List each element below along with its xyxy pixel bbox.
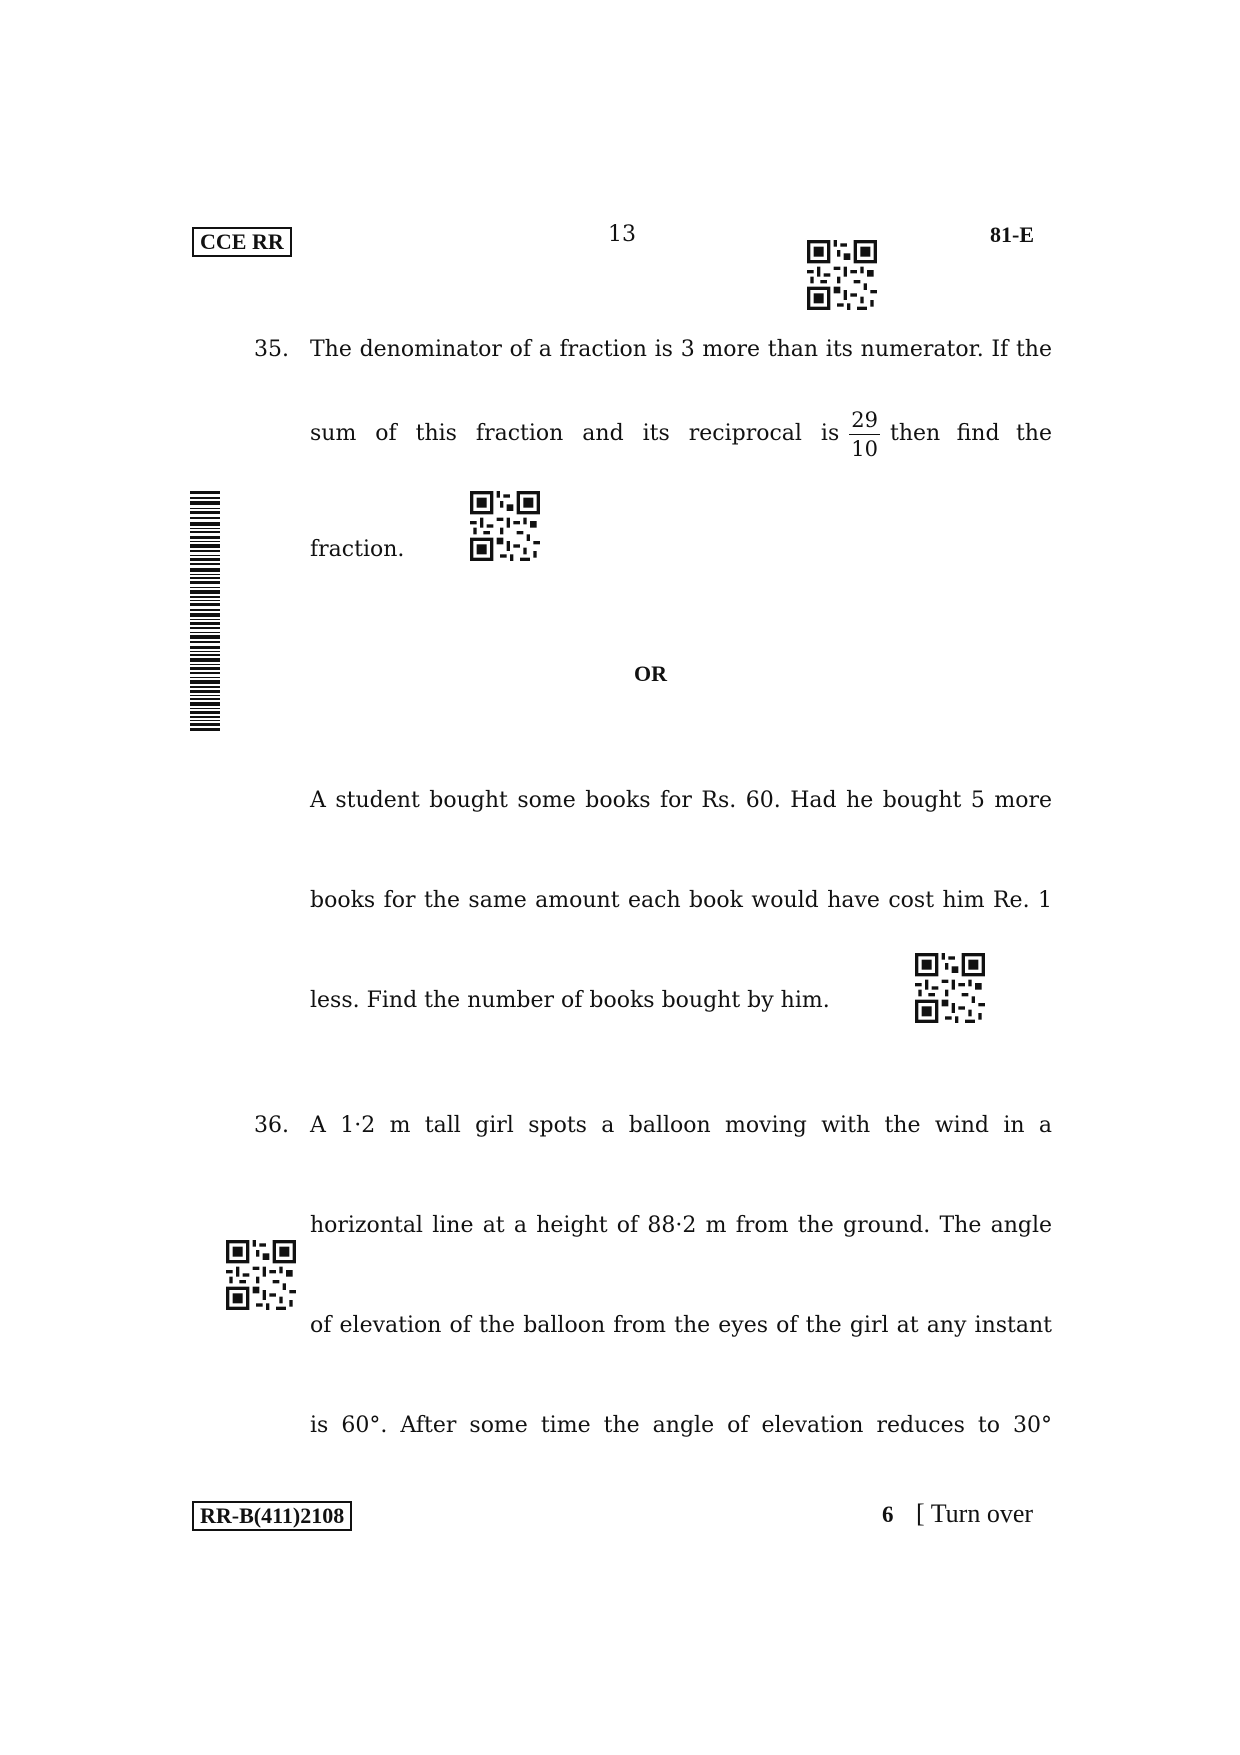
q35-alt-line-3: less. Find the number of books bought by him. [310, 988, 830, 1013]
q36-line-1: A 1·2 m tall girl spots a balloon moving with the wind in a [310, 1113, 1052, 1138]
barcode-icon [190, 491, 220, 731]
q35-line-1: The denominator of a fraction is 3 more than its numerator. If the [310, 337, 1052, 362]
header-box-cce-rr: CCE RR [192, 227, 292, 257]
fraction-29-10 [849, 408, 880, 461]
paper-code: 81-E [990, 222, 1034, 247]
q35-line-2 [310, 402, 1052, 466]
qr-code-icon [807, 240, 877, 310]
turn-over-label: [ Turn over [916, 1499, 1034, 1528]
fraction-numerator: 29 [849, 408, 880, 435]
q35-line-2-text: sum of this fraction and its reciprocal is [310, 421, 840, 446]
page-number: 13 [608, 222, 636, 247]
or-label: OR [634, 661, 667, 686]
footer-box-code: RR-B(411)2108 [192, 1501, 352, 1531]
q35-alt-line-1: A student bought some books for Rs. 60. Had he bought 5 more [310, 788, 1052, 813]
question-number-35: 35. [254, 337, 289, 362]
q35-line-2-tail: then find the [890, 421, 1052, 446]
footer-page-number: 6 [882, 1502, 894, 1527]
qr-code-icon [915, 953, 985, 1023]
q36-line-3: of elevation of the balloon from the eyes of the girl at any instant [310, 1313, 1052, 1338]
q36-line-2: horizontal line at a height of 88·2 m from the ground. The angle [310, 1213, 1052, 1238]
question-number-36: 36. [254, 1113, 289, 1138]
q36-line-4: is 60°. After some time the angle of elevation reduces to 30° [310, 1413, 1052, 1438]
q35-alt-line-2: books for the same amount each book would have cost him Re. 1 [310, 888, 1052, 913]
qr-code-icon [470, 491, 540, 561]
qr-code-icon [226, 1240, 296, 1310]
q35-line-3: fraction. [310, 537, 405, 562]
fraction-denominator: 10 [851, 436, 878, 461]
